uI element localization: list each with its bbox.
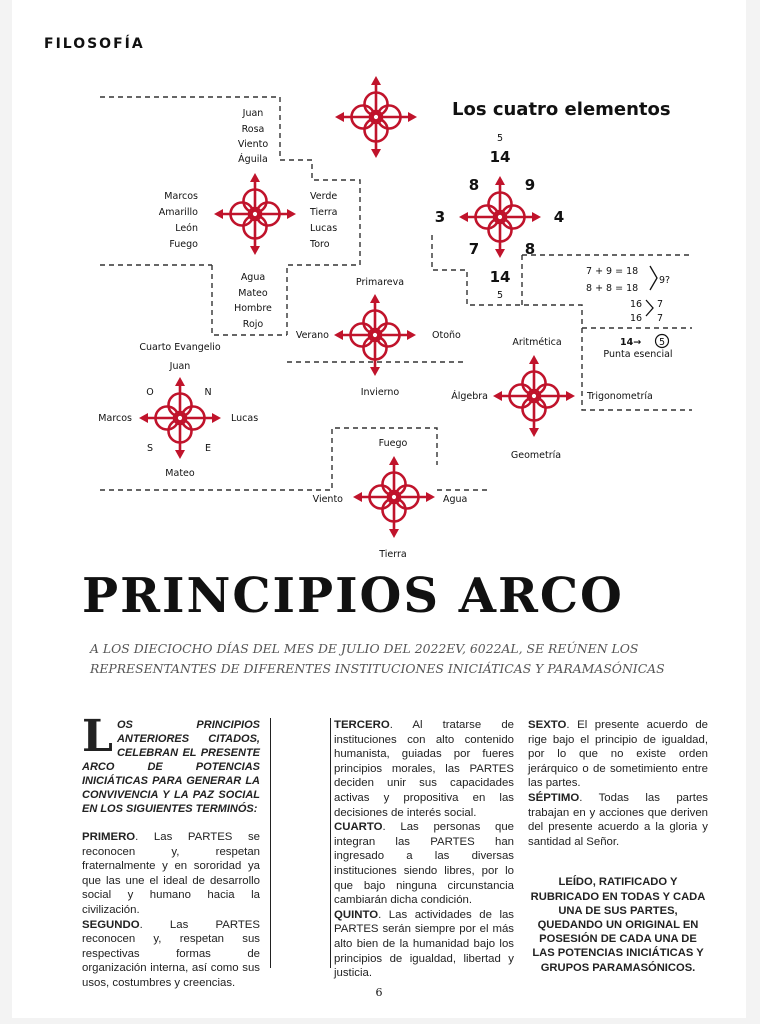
evangelio-lucas: Lucas — [231, 413, 259, 424]
label-rosa: Rosa — [241, 124, 265, 135]
eq-3: 14→ — [620, 337, 642, 348]
principle-quinto — [334, 908, 514, 981]
num-right: 4 — [553, 208, 565, 226]
math-algebra: Álgebra — [451, 391, 488, 402]
subhead: A LOS DIECIOCHO DÍAS DEL MES DE JULIO DEL 2022EV, 6022AL, SE REÚNEN LOS REPRESENTANTES DE DIFERENTES INSTITUCIONES INICIÁTICAS Y PARAMASÓNICAS — [90, 641, 665, 676]
num-left: 3 — [434, 208, 446, 226]
principle-sexto — [528, 718, 708, 791]
diagram-title: Los cuatro elementos — [452, 99, 671, 120]
headline: PRINCIPIOS ARCO — [82, 568, 624, 624]
eq-16a: 16 — [630, 299, 643, 310]
column-divider-2 — [330, 718, 331, 968]
num-top-small: 5 — [496, 133, 504, 144]
tercero-label: TERCERO — [334, 719, 390, 731]
compass-n: N — [204, 387, 212, 398]
label-leon: León — [175, 223, 198, 234]
label-toro: Toro — [310, 239, 330, 250]
season-otono: Otoño — [432, 330, 461, 341]
evangelio-juan: Juan — [169, 361, 191, 372]
math-aritmetica: Aritmética — [512, 337, 562, 348]
eq-circled-5: 5 — [658, 337, 666, 348]
num-bottom-small: 5 — [496, 290, 504, 301]
label-lucas: Lucas — [310, 223, 338, 234]
primero-text: . Las PARTES se reconocen y, respetan fraternalmente y en sororidad ya que las une el ideal de desarrollo social y humano hacia la civilización. — [82, 831, 260, 916]
elem-viento: Viento — [312, 494, 343, 505]
evangelio-mateo: Mateo — [165, 468, 195, 479]
quinto-text: . Las actividades de las PARTES serán siempre por el más alto bien de la humanidad bajo los principios de igualdad, libertad y justicia. — [334, 908, 514, 980]
four-elements-diagram — [12, 0, 746, 570]
compass-e: E — [204, 443, 212, 454]
quinto-label: QUINTO — [334, 908, 379, 921]
eq-7a: 7 — [657, 299, 664, 310]
elem-fuego: Fuego — [378, 438, 408, 449]
septimo-text: . Todas las partes trabajan en y acciones que deriven del presente acuerdo a la gloria y santidad al Señor. — [528, 791, 708, 848]
math-trigonometria: Trigonometría — [587, 391, 653, 402]
tercero-text: . Al tratarse de instituciones con alto contenido humanista, guiadas por fueres principios morales, las PARTES deciden unir sus capacidades activas y propositiva en las decisiones de interés social. — [334, 719, 514, 819]
intro-paragraph — [82, 711, 260, 816]
segundo-text: . Las PARTES reconocen y, respetan sus respectivas formas de organización interna, así como sus usos, costumbres y creencias. — [82, 918, 260, 989]
sexto-label: SEXTO — [528, 719, 567, 731]
season-verano: Verano — [295, 330, 329, 341]
season-invierno: Invierno — [360, 387, 400, 398]
label-hombre: Hombre — [234, 303, 272, 314]
eq-7b: 7 — [657, 313, 664, 324]
section-label: FILOSOFÍA — [44, 36, 145, 52]
label-viento: Viento — [237, 139, 269, 150]
sexto-text: . El presente acuerdo de rige bajo el principio de igualdad, por lo que no existe orden jerárquico o de sometimiento entre las partes. — [528, 719, 708, 790]
label-fuego: Fuego — [169, 239, 198, 250]
principle-cuarto — [334, 820, 514, 908]
label-juan: Juan — [242, 108, 264, 119]
season-primavera: Primareva — [355, 277, 405, 288]
label-verde: Verde — [310, 191, 338, 202]
rosette-elements-icon — [353, 456, 435, 538]
label-mateo: Mateo — [238, 288, 268, 299]
column-3 — [528, 718, 708, 975]
elem-tierra: Tierra — [379, 549, 407, 560]
evangelio-title: Cuarto Evangelio — [139, 342, 221, 353]
num-bl: 7 — [468, 240, 480, 258]
cuarto-text: . Las personas que integran las PARTES han ingresado a las diversas instituciones siendo libres, por lo que bajo ninguna circunstancia cambiarán dicha condición. — [334, 821, 514, 907]
closing-statement: LEÍDO, RATIFICADO Y RUBRICADO EN TODAS Y CADA UNA DE SUS PARTES, QUEDANDO UN ORIGINAL EN POSESIÓN DE CADA UNA DE LAS POTENCIAS INICIÁTICAS Y GRUPOS PARAMASÓNICOS. — [530, 876, 706, 974]
eq-16b: 16 — [630, 313, 643, 324]
compass-s: S — [146, 443, 154, 454]
magazine-page — [12, 0, 746, 1018]
column-divider-1 — [270, 718, 271, 968]
segundo-label: SEGUNDO — [82, 918, 140, 931]
eq-1: 7 + 9 = 18 — [586, 266, 639, 277]
page-number: 6 — [375, 986, 383, 999]
intro-text: OS PRINCIPIOS ANTERIORES CITADOS, CELEBRAN EL PRESENTE ARCO DE POTENCIAS INICIÁTICAS PARA GENERAR LA CONVIVENCIA Y LA PAZ SOCIAL EN LOS SIGUIENTES TERMINÓS: — [82, 719, 260, 815]
principle-primero — [82, 830, 260, 918]
num-tl: 8 — [468, 176, 480, 194]
eq-result-9: 9? — [659, 275, 671, 286]
septimo-label: SÉPTIMO — [528, 791, 580, 804]
rosette-seasons-icon — [334, 294, 416, 376]
num-top: 14 — [489, 148, 511, 166]
rosette-math-icon — [493, 355, 575, 437]
num-tr: 9 — [524, 176, 536, 194]
column-1 — [82, 711, 260, 991]
principle-septimo — [528, 791, 708, 849]
label-aguila: Águila — [238, 154, 268, 165]
rosette-title-icon — [335, 76, 417, 158]
label-agua: Agua — [240, 272, 266, 283]
cuarto-label: CUARTO — [334, 821, 383, 834]
rosette-evangelists-icon — [214, 173, 296, 255]
label-marcos: Marcos — [164, 191, 198, 202]
evangelio-marcos: Marcos — [98, 413, 132, 424]
elem-agua: Agua — [443, 494, 468, 505]
label-rojo: Rojo — [242, 319, 264, 330]
math-geometria: Geometría — [510, 450, 562, 461]
label-tierra: Tierra — [310, 207, 338, 218]
eq-2: 8 + 8 = 18 — [586, 283, 639, 294]
drop-cap: L — [82, 711, 113, 762]
compass-o: O — [146, 387, 154, 398]
num-br: 8 — [524, 240, 536, 258]
principle-tercero — [334, 718, 514, 820]
num-bottom: 14 — [489, 268, 511, 286]
punta-esencial: Punta esencial — [603, 349, 673, 360]
primero-label: PRIMERO — [82, 831, 136, 843]
principle-segundo — [82, 918, 260, 991]
label-amarillo: Amarillo — [158, 207, 198, 218]
column-2 — [334, 718, 514, 981]
